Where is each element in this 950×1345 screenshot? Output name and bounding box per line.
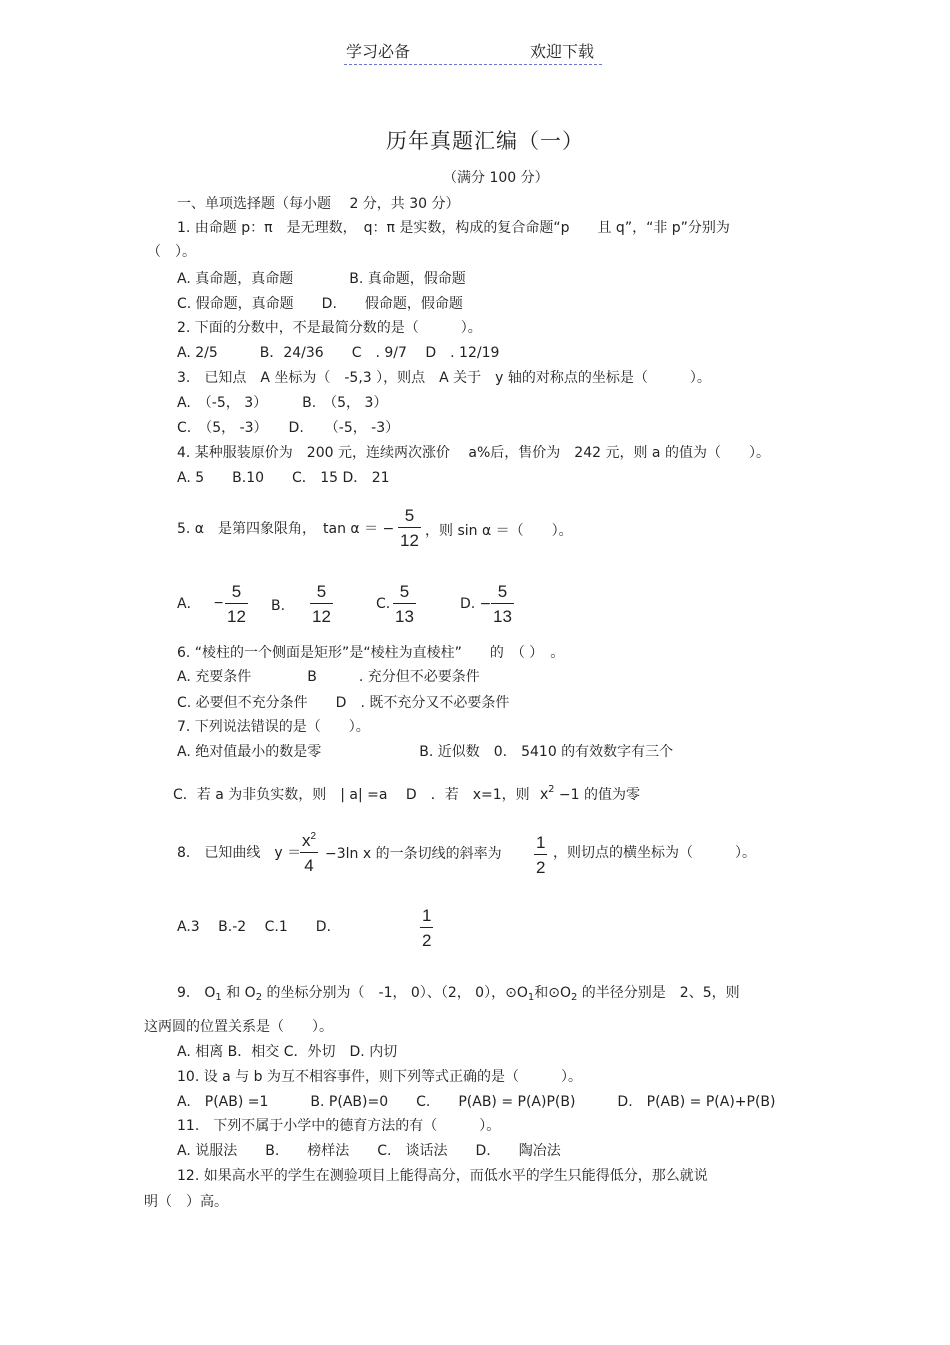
q6-options-cd: C. 必要但不充分条件 D . 既不充分又不必要条件 xyxy=(177,695,510,711)
q8-option-d-fraction xyxy=(420,907,433,949)
q8-curve-denominator: 4 xyxy=(304,856,314,875)
q12-stem-cont: 明（ ）高。 xyxy=(144,1194,228,1210)
q9-subscript-1: 1 xyxy=(215,992,222,1003)
q9-subscript-2: 2 xyxy=(255,992,263,1003)
q8-curve-exponent: 2 xyxy=(310,831,317,842)
q8-option-d-denominator: 2 xyxy=(422,931,432,950)
q9-stem-d: 和⊙O xyxy=(534,985,571,1001)
q7-options-ab: A. 绝对值最小的数是零 B. 近似数 0. 5410 的有效数字有三个 xyxy=(177,744,674,760)
q1-stem: 1. 由命题 p：π 是无理数， q：π 是实数，构成的复合命题“p 且 q”，“非 p”分别为 xyxy=(177,220,730,236)
q2-options: A. 2/5 B．24/36 C . 9/7 D . 12/19 xyxy=(177,345,500,361)
q8-options: A.3 B.-2 C.1 D. xyxy=(177,919,331,935)
q5-option-a-denominator: 12 xyxy=(227,607,246,626)
q8-stem-a: 8. 已知曲线 y ＝ xyxy=(177,845,302,861)
q8-option-d-numerator: 1 xyxy=(422,906,432,925)
q5-tan-numerator: 5 xyxy=(404,506,415,525)
q5-option-d-fraction xyxy=(491,583,514,625)
q8-stem-b: −3ln x 的一条切线的斜率为 xyxy=(325,846,502,862)
q9-stem-e: 的半径分别是 2、5，则 xyxy=(577,985,740,1001)
q12-stem: 12. 如果高水平的学生在测验项目上能得高分，而低水平的学生只能得低分，那么就说 xyxy=(177,1168,708,1184)
q3-options-ab: A. （-5， 3） B. （5， 3） xyxy=(177,395,388,411)
q5-option-d-numerator: 5 xyxy=(497,582,508,601)
q5-option-d-label: D. − xyxy=(460,596,492,612)
q5-option-b-label: B. xyxy=(271,598,286,614)
q9-stem-c: 的坐标分别为（ -1， 0）、（2， 0），⊙O xyxy=(262,985,528,1001)
q5-option-b-numerator: 5 xyxy=(316,582,327,601)
q5-option-b-denominator: 12 xyxy=(312,607,331,626)
q5-option-c-label: C. xyxy=(376,596,391,612)
q8-curve-numerator: x xyxy=(302,831,311,850)
page-subtitle: （满分 100 分） xyxy=(443,170,549,186)
q3-stem: 3. 已知点 A 坐标为（ -5,3 ），则点 A 关于 y 轴的对称点的坐标是（ ）。 xyxy=(177,370,711,386)
q9-subscript-4: 2 xyxy=(570,992,578,1003)
section-heading: 一、单项选择题（每小题 2 分，共 30 分） xyxy=(177,196,460,212)
q4-stem: 4. 某种服装原价为 200 元，连续两次涨价 a%后，售价为 242 元，则 a 的值为（ ）。 xyxy=(177,445,770,461)
q6-options-ab: A. 充要条件 B . 充分但不必要条件 xyxy=(177,669,480,685)
fraction-bar xyxy=(225,603,248,604)
header-divider xyxy=(344,64,602,65)
q5-option-a-numerator: 5 xyxy=(231,582,242,601)
q3-options-cd: C. （5， -3） D. （-5， -3） xyxy=(177,420,400,436)
q8-slope-fraction xyxy=(534,834,547,876)
q7-option-c-exponent: 2 xyxy=(548,784,555,795)
fraction-bar xyxy=(300,852,318,853)
q2-stem: 2. 下面的分数中，不是最简分数的是（ ）。 xyxy=(177,320,482,336)
page-title: 历年真题汇编（一） xyxy=(386,129,584,153)
q1-stem-cont: （ ）。 xyxy=(147,244,196,260)
q5-option-a-label: A． xyxy=(177,596,201,612)
q5-option-d-denominator: 13 xyxy=(493,607,512,626)
q4-options: A. 5 B.10 C． 15 D． 21 xyxy=(177,470,390,486)
q7-option-c-tail: −1 的值为零 xyxy=(554,787,641,803)
q5-stem-b: ，则 sin α ＝（ ）。 xyxy=(425,523,573,539)
q8-curve-fraction xyxy=(300,832,318,874)
q9-stem xyxy=(177,986,740,1003)
q5-option-c-fraction xyxy=(393,583,416,625)
q7-option-c-x: x xyxy=(540,786,549,803)
q5-tan-denominator: 12 xyxy=(400,531,419,550)
q8-stem-c: ，则切点的横坐标为（ ）。 xyxy=(553,845,756,861)
q6-stem: 6. “棱柱的一个侧面是矩形”是“棱柱为直棱柱” 的 （ ） 。 xyxy=(177,645,565,661)
fraction-bar xyxy=(310,603,333,604)
q7-option-c xyxy=(173,785,640,803)
q11-stem: 11. 下列不属于小学中的德育方法的有（ ）。 xyxy=(177,1118,501,1134)
q1-options-ab: A. 真命题，真命题 B. 真命题，假命题 xyxy=(177,271,466,287)
q9-stem-b: 和 O xyxy=(221,985,256,1001)
header-left: 学习必备 xyxy=(346,42,411,61)
q5-tan-fraction xyxy=(398,507,421,549)
q5-stem-a: 5. α 是第四象限角， tan α ＝ − xyxy=(177,521,395,537)
q8-slope-numerator: 1 xyxy=(536,833,546,852)
header-right: 欢迎下载 xyxy=(530,42,595,61)
q8-slope-denominator: 2 xyxy=(536,858,546,877)
fraction-bar xyxy=(393,603,416,604)
q9-options: A. 相离 B．相交 C．外切 D. 内切 xyxy=(177,1044,398,1060)
q5-option-a-fraction xyxy=(225,583,248,625)
q9-stem-cont: 这两圆的位置关系是（ ）。 xyxy=(144,1019,333,1035)
fraction-bar xyxy=(491,603,514,604)
q10-stem: 10. 设 a 与 b 为互不相容事件，则下列等式正确的是（ ）。 xyxy=(177,1069,582,1085)
fraction-bar xyxy=(420,927,433,928)
q5-option-c-numerator: 5 xyxy=(399,582,410,601)
q5-option-c-denominator: 13 xyxy=(395,607,414,626)
q7-option-c-text: C．若 a 为非负实数，则 | a| =a D ．若 x=1，则 xyxy=(173,787,530,803)
q5-option-a-minus: − xyxy=(214,595,224,612)
q10-options: A. P(AB) =1 B. P(AB)=0 C. P(AB) = P(A)P(B) D. P(AB) = P(A)+P(B) xyxy=(177,1094,776,1110)
q11-options: A. 说服法 B. 榜样法 C. 谈话法 D. 陶冶法 xyxy=(177,1143,561,1159)
q5-option-b-fraction xyxy=(310,583,333,625)
q7-stem: 7. 下列说法错误的是（ ）。 xyxy=(177,719,370,735)
q9-subscript-3: 1 xyxy=(527,992,535,1003)
fraction-bar xyxy=(534,854,547,855)
fraction-bar xyxy=(398,527,421,528)
q1-options-cd: C. 假命题，真命题 D. 假命题，假命题 xyxy=(177,296,463,312)
q9-stem-a: 9. O xyxy=(177,985,216,1001)
